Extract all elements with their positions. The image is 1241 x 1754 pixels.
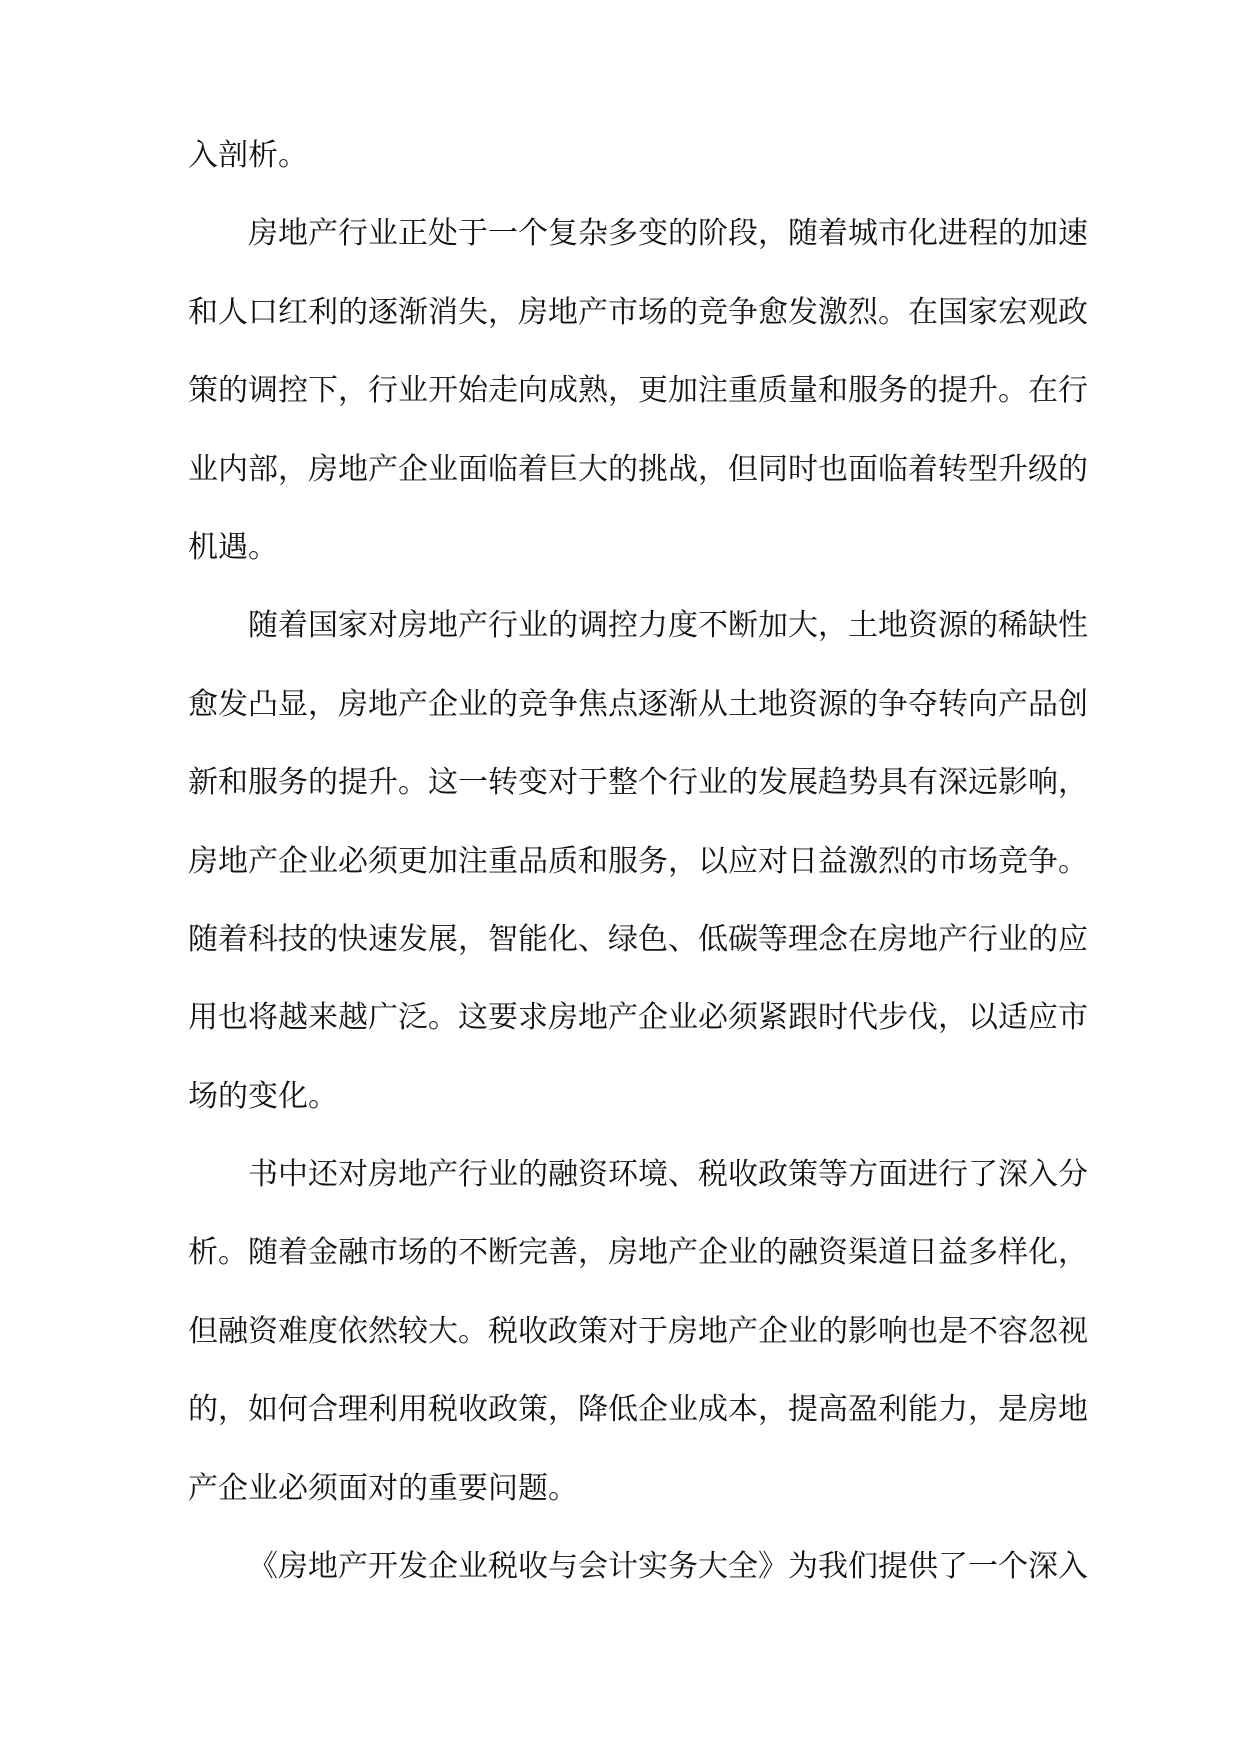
text-line: 书中还对房地产行业的融资环境、税收政策等方面进行了深入分 bbox=[248, 1157, 1088, 1193]
text-line: 新和服务的提升。这一转变对于整个行业的发展趋势具有深远影响， bbox=[188, 765, 1088, 801]
text-line: 随着国家对房地产行业的调控力度不断加大，土地资源的稀缺性 bbox=[248, 608, 1088, 644]
text-line: 入剖析。 bbox=[188, 138, 308, 173]
text-line: 但融资难度依然较大。税收政策对于房地产企业的影响也是不容忽视 bbox=[188, 1313, 1088, 1349]
body-text bbox=[188, 136, 1088, 1625]
text-line: 《房地产开发企业税收与会计实务大全》为我们提供了一个深入 bbox=[248, 1549, 1088, 1585]
text-line: 房地产行业正处于一个复杂多变的阶段，随着城市化进程的加速 bbox=[248, 216, 1088, 252]
text-line: 机遇。 bbox=[188, 529, 278, 565]
text-line: 用也将越来越广泛。这要求房地产企业必须紧跟时代步伐，以适应市 bbox=[188, 1000, 1088, 1036]
text-line: 析。随着金融市场的不断完善，房地产企业的融资渠道日益多样化， bbox=[188, 1235, 1088, 1271]
text-line: 和人口红利的逐渐消失，房地产市场的竞争愈发激烈。在国家宏观政 bbox=[188, 294, 1088, 330]
text-line: 场的变化。 bbox=[188, 1078, 338, 1114]
text-line: 的，如何合理利用税收政策，降低企业成本，提高盈利能力，是房地 bbox=[188, 1392, 1088, 1428]
text-line: 房地产企业必须更加注重品质和服务，以应对日益激烈的市场竞争。 bbox=[188, 843, 1088, 879]
text-line: 产企业必须面对的重要问题。 bbox=[188, 1470, 578, 1506]
text-line: 策的调控下，行业开始走向成熟，更加注重质量和服务的提升。在行 bbox=[188, 373, 1088, 409]
text-line: 业内部，房地产企业面临着巨大的挑战，但同时也面临着转型升级的 bbox=[188, 451, 1088, 487]
text-line: 愈发凸显，房地产企业的竞争焦点逐渐从土地资源的争夺转向产品创 bbox=[188, 686, 1088, 722]
text-line: 随着科技的快速发展，智能化、绿色、低碳等理念在房地产行业的应 bbox=[188, 921, 1088, 957]
